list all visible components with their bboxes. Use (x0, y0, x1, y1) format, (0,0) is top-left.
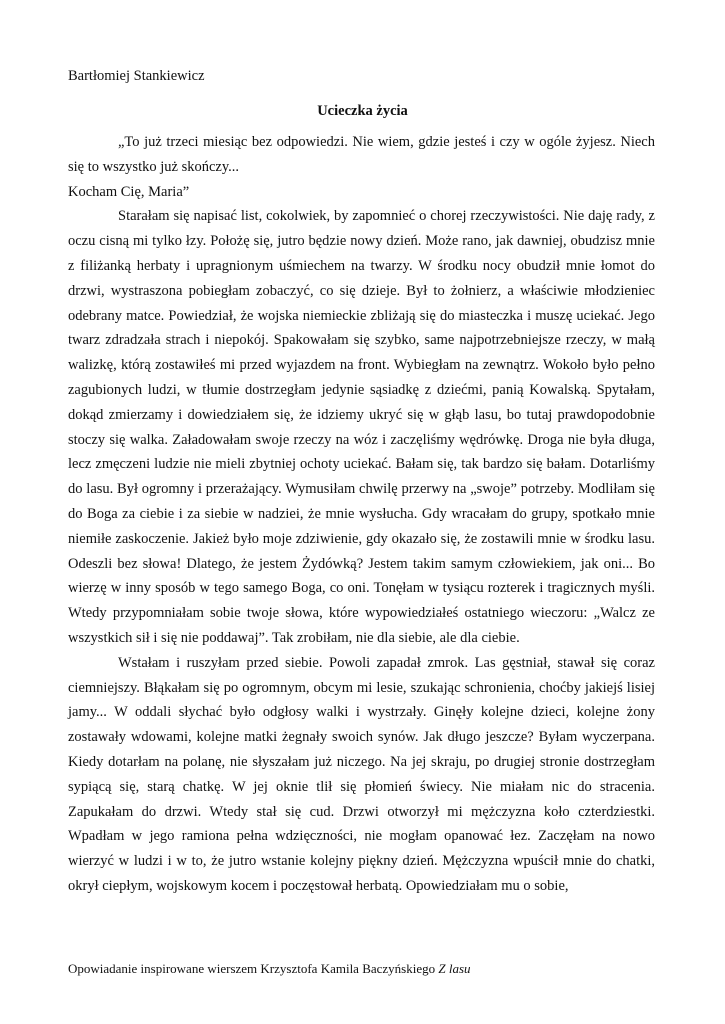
footer-note (68, 961, 471, 977)
author-name: Bartłomiej Stankiewicz (68, 68, 205, 84)
letter-paragraph: „To już trzeci miesiąc bez odpowiedzi. Nie wiem, gdzie jesteś i czy w ogóle żyjesz. Niech się to wszystko już skończy... (68, 134, 655, 175)
letter-signature: Kocham Cię, Maria” (68, 183, 190, 200)
document-title: Ucieczka życia (317, 103, 408, 119)
body-paragraph: Starałam się napisać list, cokolwiek, by zapomnieć o chorej rzeczywistości. Nie daję rady, z oczu cisną mi tylko łzy. Położę się, jutro będzie nowy dzień. Może rano, jak dawniej, obudzisz mnie z filiżanką herbaty i upragnionym uśmiechem na twarzy. W środku nocy obudził mnie łomot do drzwi, wystraszona pobiegłam zobaczyć, co się dzieje. Był to żołnierz, a właściwie młodzieniec odebrany matce. Powiedział, że wojska niemieckie zbliżają się do miasteczka i muszę uciekać. Jego twarz zdradzała strach i niepokój. Spakowałam się szybko, same najpotrzebniejsze rzeczy, w małą walizkę, którą zostawiłeś mi przed wyjazdem na front. Wybiegłam na zewnątrz. Wokoło było pełno zagubionych ludzi, w tłumie dostrzegłam jedynie sąsiadkę z dziećmi, panią Kowalską. Spytałam, dokąd zmierzamy i dowiedziałem się, że idziemy ukryć się w głąb lasu, bo tutaj prawdopodobnie stoczy się walka. Załadowałam swoje rzeczy na wóz i zaczęliśmy wędrówkę. Droga nie była długa, lecz zmęczeni ludzie nie mieli zbytniej ochoty uciekać. Bałam się, tak bardzo się bałam. Dotarliśmy do lasu. Był ogromny i przerażający. Wymusiłam chwilę przerwy na „swoje” potrzeby. Modliłam się do Boga za ciebie i za siebie w nadziei, że mnie wysłucha. Gdy wracałam do grupy, spotkało mnie niemiłe zaskoczenie. Jakież było moje zdziwienie, gdy okazało się, że zostawili mnie w środku lasu. Odeszli bez słowa! Dlatego, że jestem Żydówką? Jestem takim samym człowiekiem, jak oni... Bo wierzę w inny sposób w tego samego Boga, co oni. Tonęłam w tysiącu rozterek i tragicznych myśli. Wtedy przypomniałam sobie twoje słowa, które wypowiedziałeś ostatniego wieczoru: „Walcz ze wszystkich sił i się nie poddawaj”. Tak zrobiłam, nie dla siebie, ale dla ciebie. (68, 208, 655, 646)
body-paragraph: Wstałam i ruszyłam przed siebie. Powoli zapadał zmrok. Las gęstniał, stawał się coraz ciemniejszy. Błąkałam się po ogromnym, obcym mi lesie, szukając schronienia, choćby jakiejś lisiej jamy... W oddali słychać było odgłosy walki i wystrzały. Ginęły kolejne dzieci, kolejne żony zostawały wdowami, kolejne matki żegnały swoich synów. Jak długo jeszcze? Byłam wyczerpana. Kiedy dotarłam na polanę, nie słyszałam już niczego. Na jej skraju, po drugiej stronie dostrzegłam sypiącą się, starą chatkę. W jej oknie tlił się płomień świecy. Nie miałam nic do stracenia. Zapukałam do drzwi. Wtedy stał się cud. Drzwi otworzył mi mężczyzna koło czterdziestki. Wpadłam w jego ramiona pełna wdzięczności, nie mogłam opanować łez. Zaczęłam na nowo wierzyć w ludzi i w to, że jutro wstanie kolejny piękny dzień. Mężczyzna wpuścił mnie do chatki, okrył ciepłym, wojskowym kocem i poczęstował herbatą. Opowiedziałam mu o sobie, (68, 654, 655, 894)
footer-poem-title: Z lasu (438, 961, 471, 976)
document-body (68, 130, 655, 899)
footer-text: Opowiadanie inspirowane wierszem Krzysztofa Kamila Baczyńskiego (68, 961, 439, 976)
